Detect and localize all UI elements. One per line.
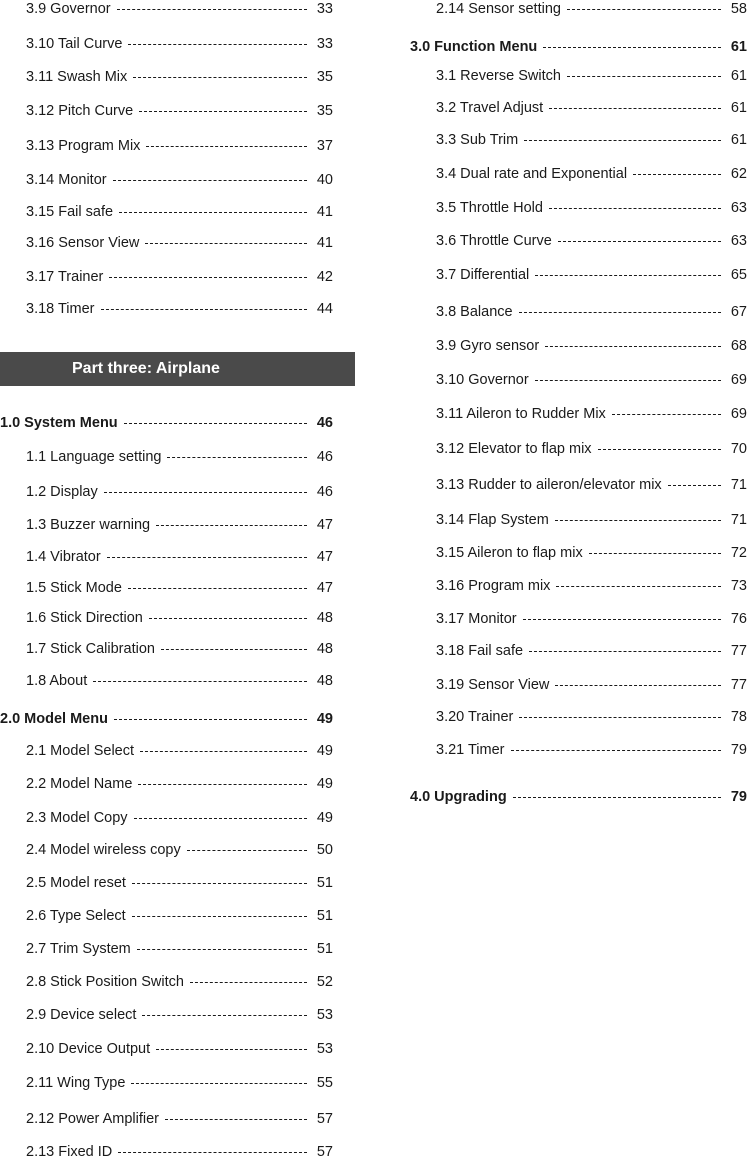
toc-entry[interactable]	[436, 610, 747, 628]
dot-leader	[543, 47, 721, 48]
toc-entry[interactable]	[26, 483, 333, 501]
dot-leader	[134, 818, 307, 819]
entry-title: 3.1 Reverse Switch	[436, 68, 561, 84]
page-number: 72	[730, 545, 747, 561]
toc-entry[interactable]	[26, 1143, 333, 1161]
entry-title: 2.6 Type Select	[26, 908, 126, 924]
entry-title: 2.1 Model Select	[26, 743, 135, 759]
dot-leader	[633, 174, 721, 175]
toc-heading[interactable]	[0, 710, 333, 728]
page-number: 63	[730, 200, 747, 216]
toc-entry[interactable]	[436, 577, 747, 595]
dot-leader	[567, 76, 721, 77]
page-number: 49	[316, 810, 333, 826]
page-number: 47	[316, 549, 333, 565]
entry-title: 2.10 Device Output	[26, 1041, 151, 1057]
page-number: 46	[316, 484, 333, 500]
toc-entry[interactable]	[26, 0, 333, 18]
page-number: 69	[730, 406, 747, 422]
dot-leader	[523, 619, 721, 620]
dot-leader	[549, 208, 721, 209]
entry-title: 2.5 Model reset	[26, 875, 126, 891]
dot-leader	[190, 982, 307, 983]
page-number: 47	[316, 517, 333, 533]
toc-entry[interactable]	[26, 672, 333, 690]
dot-leader	[549, 108, 721, 109]
toc-entry[interactable]	[26, 907, 333, 925]
toc-entry[interactable]	[436, 0, 747, 18]
toc-entry[interactable]	[26, 1110, 333, 1128]
entry-title: 1.2 Display	[26, 484, 98, 500]
dot-leader	[128, 44, 307, 45]
page-number: 48	[316, 673, 333, 689]
toc-entry[interactable]	[436, 199, 747, 217]
dot-leader	[128, 588, 307, 589]
dot-leader	[612, 414, 721, 415]
dot-leader	[558, 241, 721, 242]
page-number: 49	[316, 776, 333, 792]
entry-title: 3.3 Sub Trim	[436, 132, 519, 148]
dot-leader	[139, 111, 307, 112]
dot-leader	[556, 586, 721, 587]
page-number: 35	[316, 103, 333, 119]
entry-title: 3.20 Trainer	[436, 709, 514, 725]
entry-title: 3.16 Sensor View	[26, 235, 140, 251]
page-number: 50	[316, 842, 333, 858]
page-number: 40	[316, 172, 333, 188]
dot-leader	[101, 309, 308, 310]
entry-title: 2.0 Model Menu	[0, 711, 108, 727]
entry-title: 1.4 Vibrator	[26, 549, 101, 565]
dot-leader	[117, 9, 307, 10]
page-number: 61	[730, 39, 747, 55]
dot-leader	[119, 212, 307, 213]
entry-title: 2.2 Model Name	[26, 776, 133, 792]
toc-entry[interactable]	[26, 548, 333, 566]
toc-entry[interactable]	[26, 579, 333, 597]
toc-entry[interactable]	[436, 642, 747, 660]
toc-entry[interactable]	[436, 232, 747, 250]
dot-leader	[555, 685, 721, 686]
dot-leader	[156, 525, 307, 526]
page-number: 76	[730, 611, 747, 627]
toc-entry[interactable]	[26, 973, 333, 991]
page-number: 46	[316, 415, 333, 431]
dot-leader	[149, 618, 307, 619]
dot-leader	[138, 784, 307, 785]
page-number: 71	[730, 477, 747, 493]
dot-leader	[132, 916, 307, 917]
toc-entry[interactable]	[26, 809, 333, 827]
toc-heading[interactable]	[0, 414, 333, 432]
entry-title: 3.17 Monitor	[436, 611, 517, 627]
toc-entry[interactable]	[436, 303, 747, 321]
page-number: 51	[316, 875, 333, 891]
entry-title: 3.8 Balance	[436, 304, 513, 320]
entry-title: 2.11 Wing Type	[26, 1075, 126, 1091]
entry-title: 3.12 Pitch Curve	[26, 103, 134, 119]
dot-leader	[156, 1049, 307, 1050]
entry-title: 1.7 Stick Calibration	[26, 641, 155, 657]
page-number: 77	[730, 643, 747, 659]
dot-leader	[113, 180, 307, 181]
entry-title: 3.10 Tail Curve	[26, 36, 123, 52]
toc-entry[interactable]	[26, 1006, 333, 1024]
dot-leader	[165, 1119, 307, 1120]
dot-leader	[529, 651, 721, 652]
dot-leader	[519, 312, 721, 313]
page-number: 68	[730, 338, 747, 354]
page-number: 53	[316, 1041, 333, 1057]
toc-entry[interactable]	[26, 609, 333, 627]
dot-leader	[598, 449, 721, 450]
toc-entry[interactable]	[26, 874, 333, 892]
toc-entry[interactable]	[436, 544, 747, 562]
dot-leader	[145, 243, 307, 244]
section-banner-title: Part three: Airplane	[72, 360, 220, 377]
dot-leader	[142, 1015, 307, 1016]
entry-title: 4.0 Upgrading	[410, 789, 507, 805]
dot-leader	[589, 553, 721, 554]
toc-entry[interactable]	[26, 640, 333, 658]
dot-leader	[567, 9, 721, 10]
page-number: 61	[730, 132, 747, 148]
entry-title: 1.8 About	[26, 673, 88, 689]
dot-leader	[133, 77, 307, 78]
entry-title: 1.5 Stick Mode	[26, 580, 122, 596]
entry-title: 3.10 Governor	[436, 372, 529, 388]
dot-leader	[668, 485, 721, 486]
dot-leader	[535, 380, 721, 381]
toc-entry[interactable]	[436, 371, 747, 389]
dot-leader	[107, 557, 307, 558]
entry-title: 1.0 System Menu	[0, 415, 118, 431]
entry-title: 2.3 Model Copy	[26, 810, 128, 826]
toc-entry[interactable]	[26, 742, 333, 760]
entry-title: 3.13 Program Mix	[26, 138, 141, 154]
page-number: 69	[730, 372, 747, 388]
toc-entry[interactable]	[26, 516, 333, 534]
page-number: 79	[730, 789, 747, 805]
entry-title: 3.11 Aileron to Rudder Mix	[436, 406, 606, 422]
dot-leader	[519, 717, 721, 718]
dot-leader	[124, 423, 307, 424]
toc-entry[interactable]	[436, 165, 747, 183]
entry-title: 3.13 Rudder to aileron/elevator mix	[436, 477, 662, 493]
toc-entry[interactable]	[26, 234, 333, 252]
entry-title: 2.9 Device select	[26, 1007, 137, 1023]
page-number: 46	[316, 449, 333, 465]
entry-title: 3.19 Sensor View	[436, 677, 550, 693]
toc-entry[interactable]	[26, 35, 333, 53]
page-number: 63	[730, 233, 747, 249]
page-number: 47	[316, 580, 333, 596]
dot-leader	[167, 457, 307, 458]
page-number: 48	[316, 641, 333, 657]
toc-entry[interactable]	[436, 440, 747, 458]
entry-title: 1.6 Stick Direction	[26, 610, 143, 626]
entry-title: 2.12 Power Amplifier	[26, 1111, 159, 1127]
page-number: 37	[316, 138, 333, 154]
entry-title: 3.4 Dual rate and Exponential	[436, 166, 628, 182]
section-banner	[0, 352, 355, 386]
entry-title: 3.2 Travel Adjust	[436, 100, 544, 116]
page-number: 51	[316, 941, 333, 957]
page-number: 78	[730, 709, 747, 725]
entry-title: 1.3 Buzzer warning	[26, 517, 151, 533]
dot-leader	[535, 275, 721, 276]
page-number: 49	[316, 711, 333, 727]
entry-title: 2.7 Trim System	[26, 941, 131, 957]
entry-title: 3.6 Throttle Curve	[436, 233, 552, 249]
toc-entry[interactable]	[436, 99, 747, 117]
toc-entry[interactable]	[26, 268, 333, 286]
entry-title: 3.18 Fail safe	[436, 643, 524, 659]
page-number: 53	[316, 1007, 333, 1023]
page-number: 52	[316, 974, 333, 990]
dot-leader	[555, 520, 721, 521]
toc-entry[interactable]	[26, 1074, 333, 1092]
toc-entry[interactable]	[436, 676, 747, 694]
entry-title: 3.12 Elevator to flap mix	[436, 441, 592, 457]
page-number: 77	[730, 677, 747, 693]
entry-title: 3.11 Swash Mix	[26, 69, 128, 85]
page-number: 33	[316, 36, 333, 52]
page-number: 55	[316, 1075, 333, 1091]
dot-leader	[140, 751, 307, 752]
page-number: 48	[316, 610, 333, 626]
page-number: 62	[730, 166, 747, 182]
dot-leader	[104, 492, 307, 493]
page-number: 65	[730, 267, 747, 283]
toc-entry[interactable]	[26, 203, 333, 221]
dot-leader	[187, 850, 307, 851]
toc-entry[interactable]	[26, 102, 333, 120]
toc-entry[interactable]	[26, 171, 333, 189]
dot-leader	[114, 719, 307, 720]
dot-leader	[131, 1083, 307, 1084]
page-number: 44	[316, 301, 333, 317]
entry-title: 3.7 Differential	[436, 267, 530, 283]
toc-entry[interactable]	[26, 940, 333, 958]
entry-title: 3.17 Trainer	[26, 269, 104, 285]
page-number: 58	[730, 1, 747, 17]
entry-title: 3.21 Timer	[436, 742, 505, 758]
entry-title: 3.14 Monitor	[26, 172, 107, 188]
dot-leader	[161, 649, 307, 650]
entry-title: 3.16 Program mix	[436, 578, 551, 594]
dot-leader	[524, 140, 721, 141]
dot-leader	[513, 797, 721, 798]
toc-entry[interactable]	[26, 137, 333, 155]
dot-leader	[109, 277, 307, 278]
entry-title: 3.9 Gyro sensor	[436, 338, 540, 354]
entry-title: 1.1 Language setting	[26, 449, 162, 465]
dot-leader	[545, 346, 721, 347]
page-number: 35	[316, 69, 333, 85]
toc-entry[interactable]	[26, 841, 333, 859]
page-number: 41	[316, 204, 333, 220]
page-number: 51	[316, 908, 333, 924]
entry-title: 3.15 Fail safe	[26, 204, 114, 220]
toc-entry[interactable]	[26, 68, 333, 86]
toc-entry[interactable]	[436, 741, 747, 759]
entry-title: 3.14 Flap System	[436, 512, 549, 528]
entry-title: 3.0 Function Menu	[410, 39, 538, 55]
dot-leader	[146, 146, 307, 147]
toc-entry[interactable]	[436, 708, 747, 726]
page-number: 49	[316, 743, 333, 759]
entry-title: 2.4 Model wireless copy	[26, 842, 181, 858]
toc-entry[interactable]	[436, 511, 747, 529]
toc-entry[interactable]	[26, 448, 333, 466]
dot-leader	[93, 681, 307, 682]
toc-entry[interactable]	[436, 131, 747, 149]
dot-leader	[132, 883, 307, 884]
entry-title: 2.13 Fixed ID	[26, 1144, 113, 1160]
toc-entry[interactable]	[436, 266, 747, 284]
dot-leader	[137, 949, 307, 950]
dot-leader	[118, 1152, 307, 1153]
page-number: 71	[730, 512, 747, 528]
toc-entry[interactable]	[436, 405, 747, 423]
page-number: 79	[730, 742, 747, 758]
entry-title: 3.9 Governor	[26, 1, 111, 17]
entry-title: 3.18 Timer	[26, 301, 95, 317]
page-number: 41	[316, 235, 333, 251]
dot-leader	[511, 750, 722, 751]
entry-title: 3.5 Throttle Hold	[436, 200, 543, 216]
entry-title: 2.8 Stick Position Switch	[26, 974, 184, 990]
toc-entry[interactable]	[26, 775, 333, 793]
toc-entry[interactable]	[436, 476, 747, 494]
toc-entry[interactable]	[436, 67, 747, 85]
page-number: 61	[730, 100, 747, 116]
entry-title: 3.15 Aileron to flap mix	[436, 545, 583, 561]
toc-entry[interactable]	[26, 300, 333, 318]
toc-heading[interactable]	[410, 788, 747, 806]
page-number: 67	[730, 304, 747, 320]
toc-heading[interactable]	[410, 38, 747, 56]
page-number: 57	[316, 1111, 333, 1127]
toc-entry[interactable]	[436, 337, 747, 355]
page-number: 73	[730, 578, 747, 594]
page-number: 42	[316, 269, 333, 285]
toc-entry[interactable]	[26, 1040, 333, 1058]
page-number: 61	[730, 68, 747, 84]
page-number: 70	[730, 441, 747, 457]
entry-title: 2.14 Sensor setting	[436, 1, 561, 17]
page-number: 33	[316, 1, 333, 17]
page-number: 57	[316, 1144, 333, 1160]
